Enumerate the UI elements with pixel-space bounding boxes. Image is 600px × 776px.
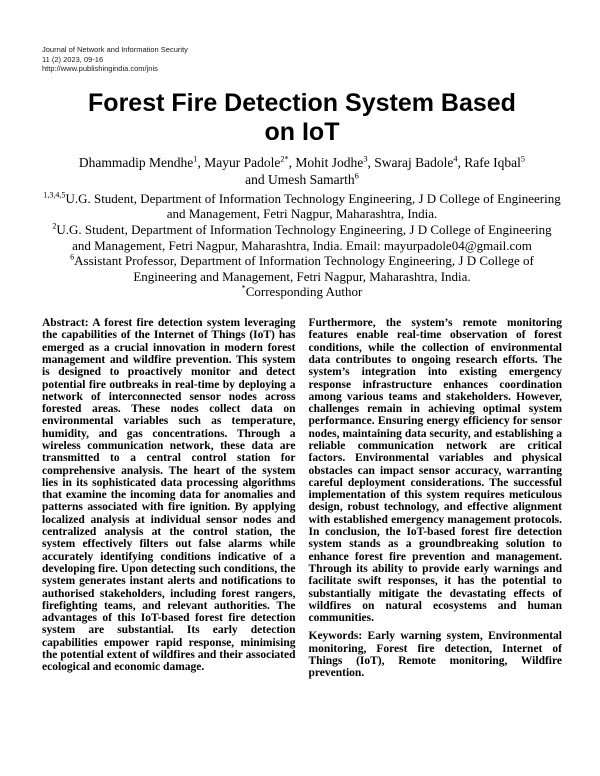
corresponding-text: Corresponding Author — [245, 284, 363, 300]
affiliation-professor — [42, 253, 562, 284]
author-name: Mohit Jodhe — [295, 154, 364, 170]
corresponding-asterisk: * — [241, 284, 246, 294]
affiliation-ug-students — [42, 191, 562, 222]
continuation-paragraph: Furthermore, the system’s remote monitoring features enable real-time observation of forest conditions, while the collection of environmental data contributes to ongoing research efforts. The system’s integration into existing emergency response infrastructure enhances coordination among various teams and stakeholders. However, challenges remain in achieving optimal system performance. Ensuring energy efficiency for sensor nodes, maintaining data security, and establishing a reliable communication network are critical factors. Environmental variables and physical obstacles can impact sensor accuracy, warranting careful deployment considerations. The successful implementation of this system requires meticulous design, robust technology, and effective alignment with established emergency management protocols. In conclusion, the IoT-based forest fire detection system stands as a groundbreaking solution to enhance forest fire prevention and management. Through its ability to provide early warnings and facilitate swift responses, it has the potential to substantially mitigate the devastating effects of wildfires on natural ecosystems and human communities. — [308, 317, 562, 625]
affiliation-text: U.G. Student, Department of Information Technology Engineering, J D College of Engineering and Management, Fetri Nagpur, Maharashtra, India. Email: mayurpadole04@gmail.com — [56, 222, 552, 253]
author-separator: , — [457, 154, 465, 170]
paper-title-line-1: Forest Fire Detection System Based — [88, 88, 516, 117]
keywords-paragraph: Keywords: Early warning system, Environmental monitoring, Forest fire detection, Internet of Things (IoT), Remote monitoring, Wildfire prevention. — [308, 630, 562, 680]
author-and: and — [245, 172, 269, 188]
author-separator: , — [197, 154, 205, 170]
journal-header — [42, 45, 562, 74]
author-separator: , — [367, 154, 375, 170]
author-name: Dhammadip Mendhe — [78, 154, 194, 170]
journal-url: http://www.publishingindia.com/jnis — [42, 64, 158, 74]
paper-title-line-2: on IoT — [264, 118, 340, 147]
author-superscript: 3 — [363, 154, 368, 164]
author-superscript: 2* — [280, 154, 289, 164]
affiliations-block — [42, 191, 562, 300]
author-superscript: 4 — [453, 154, 458, 164]
abstract-column — [42, 317, 296, 680]
author-name: Mayur Padole — [204, 154, 281, 170]
paper-title — [42, 89, 562, 148]
continuation-column — [309, 317, 563, 680]
body-columns — [42, 317, 562, 680]
journal-issue: 11 (2) 2023, 09-16 — [42, 54, 104, 64]
affiliation-superscript: 2 — [52, 221, 57, 231]
affiliation-text: U.G. Student, Department of Information Technology Engineering, J D College of Engineering and Management, Fetri Nagpur, Maharashtra, India. — [65, 190, 561, 222]
author-name: Umesh Samarth — [268, 172, 355, 188]
affiliation-corresponding-student — [42, 222, 562, 253]
author-line-1 — [42, 154, 562, 172]
author-line — [42, 154, 562, 189]
author-superscript: 5 — [520, 154, 526, 164]
journal-name: Journal of Network and Information Security — [42, 45, 188, 54]
author-separator: , — [288, 154, 296, 170]
affiliation-text: Assistant Professor, Department of Information Technology Engineering, J D College of Engineering and Management, Fetri Nagpur, Maharashtra, India. — [74, 253, 534, 284]
author-superscript: 1 — [193, 154, 198, 164]
author-superscript: 6 — [354, 171, 359, 181]
author-line-2 — [42, 171, 562, 189]
author-name: Swaraj Badole — [374, 154, 454, 170]
affiliation-superscript: 1,3,4,5 — [43, 190, 66, 200]
affiliation-superscript: 6 — [70, 252, 75, 262]
abstract-paragraph: Abstract: A forest fire detection system leveraging the capabilities of the Internet of Things (IoT) has emerged as a crucial innovation in modern forest management and wildfire prevention. This system is designed to proactively monitor and detect potential fire outbreaks in real-time by deploying a network of interconnected sensor nodes across forested areas. These nodes collect data on environmental variables such as temperature, humidity, and gas concentrations. Through a wireless communication network, these data are transmitted to a central control station for comprehensive analysis. The heart of the system lies in its sophisticated data processing algorithms that examine the incoming data for anomalies and patterns associated with fire ignition. By applying localized analysis at individual sensor nodes and centralized analysis at the control station, the system effectively filters out false alarms while accurately identifying conditions indicative of a developing fire. Upon detecting such conditions, the system generates instant alerts and notifications to authorised stakeholders, including forest rangers, firefighting teams, and relevant authorities. The advantages of this IoT-based forest fire detection system are substantial. Its early detection capabilities empower rapid response, minimising the potential extent of wildfires and their associated ecological and economic damage. — [42, 317, 296, 674]
author-name: Rafe Iqbal — [464, 154, 521, 170]
corresponding-author-note — [42, 284, 562, 300]
